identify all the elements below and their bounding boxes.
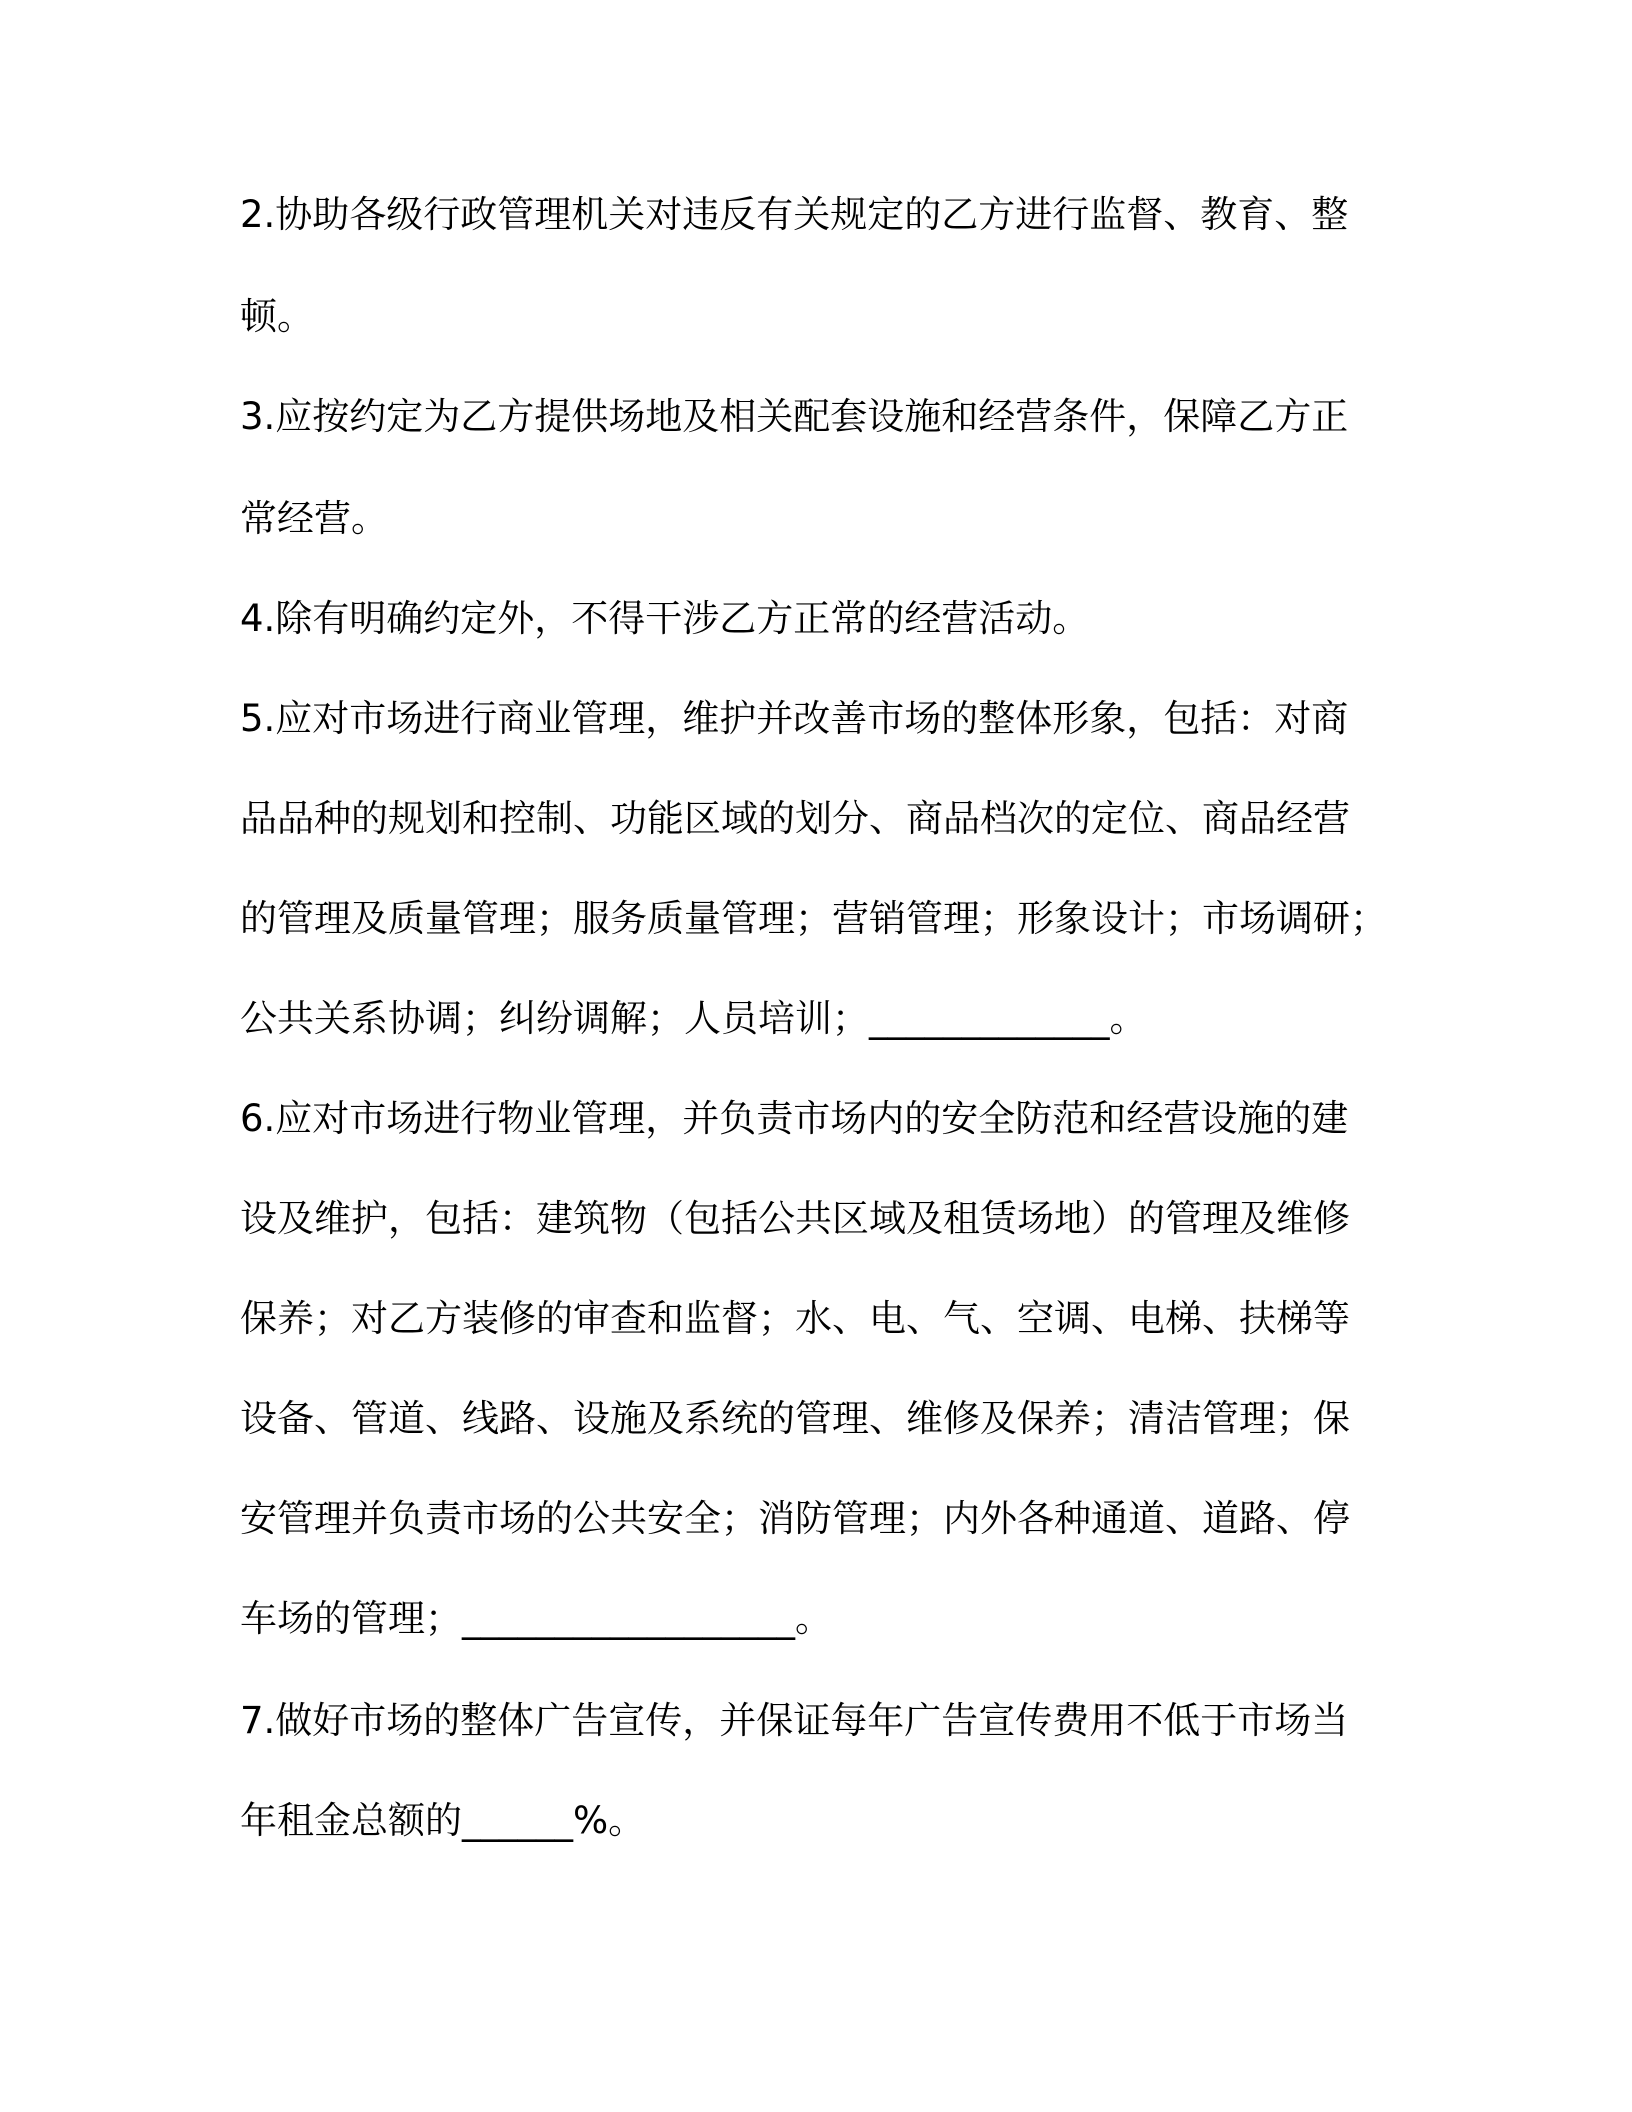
text-line: 常经营。: [240, 497, 388, 540]
text-line: 保养；对乙方装修的审查和监督；水、电、气、空调、电梯、扶梯等: [240, 1297, 1350, 1340]
text-line: 5.应对市场进行商业管理，维护并改善市场的整体形象，包括：对商: [240, 697, 1349, 740]
text-line: 安管理并负责市场的公共安全；消防管理；内外各种通道、道路、停: [240, 1497, 1350, 1540]
text-line: 车场的管理；__________________。: [240, 1597, 832, 1640]
text-line: 4.除有明确约定外，不得干涉乙方正常的经营活动。: [240, 597, 1090, 640]
text-line: 公共关系协调；纠纷调解；人员培训；_____________。: [240, 997, 1147, 1040]
text-line: 年租金总额的______%。: [240, 1799, 646, 1842]
document-page: [240, 0, 1400, 2112]
text-line: 3.应按约定为乙方提供场地及相关配套设施和经营条件，保障乙方正: [240, 395, 1349, 438]
text-line: 顿。: [240, 295, 314, 338]
text-line: 设及维护，包括：建筑物（包括公共区域及租赁场地）的管理及维修: [240, 1197, 1350, 1240]
text-line: 2.协助各级行政管理机关对违反有关规定的乙方进行监督、教育、整: [240, 193, 1349, 236]
text-line: 的管理及质量管理；服务质量管理；营销管理；形象设计；市场调研；: [240, 897, 1387, 940]
text-line: 7.做好市场的整体广告宣传，并保证每年广告宣传费用不低于市场当: [240, 1699, 1349, 1742]
text-line: 设备、管道、线路、设施及系统的管理、维修及保养；清洁管理；保: [240, 1397, 1350, 1440]
text-line: 品品种的规划和控制、功能区域的划分、商品档次的定位、商品经营: [240, 797, 1350, 840]
text-line: 6.应对市场进行物业管理，并负责市场内的安全防范和经营设施的建: [240, 1097, 1349, 1140]
